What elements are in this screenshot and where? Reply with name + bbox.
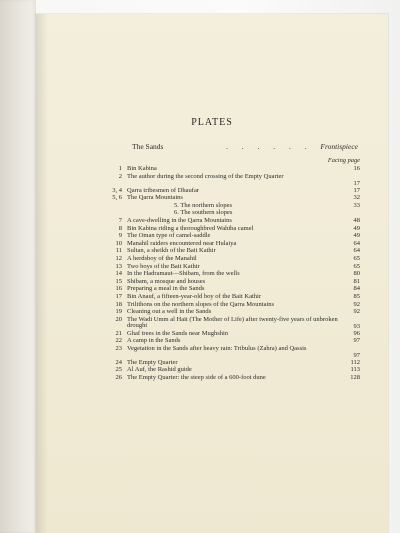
plate-title: The Empty Quarter: the steep side of a 600-foot dune (127, 374, 266, 382)
plate-page: 96 (353, 329, 360, 337)
plate-title: Bin Kabina riding a thoroughbred Wahiba camel (127, 224, 254, 232)
plate-number: 8 (118, 224, 122, 232)
plate-number: 13 (115, 262, 122, 270)
plate-page: 49 (353, 224, 360, 232)
book-spine (0, 0, 36, 533)
plate-number: 12 (115, 254, 122, 262)
plate-row (110, 346, 360, 360)
plate-number: 18 (115, 300, 122, 308)
plate-number: 3, 4 (112, 186, 122, 194)
plate-page: 81 (353, 277, 360, 285)
plate-page: 97 (353, 351, 360, 359)
plate-title: A cave-dwelling in the Qarra Mountains (127, 216, 232, 224)
plate-page: 113 (350, 366, 360, 374)
plate-number: 10 (115, 239, 122, 247)
plate-number: 26 (115, 374, 122, 382)
plate-page: 92 (353, 300, 360, 308)
plate-number: 20 (115, 315, 122, 323)
plates-list (110, 166, 360, 383)
frontispiece-label: Frontispiece (320, 142, 358, 151)
plate-title: Al Auf, the Rashid guide (127, 366, 192, 374)
plate-row (110, 375, 360, 383)
plate-title: Vegetation in the Sands after heavy rain: Tribulus (Zahra) and Qassis (127, 344, 307, 352)
frontispiece-leader: . . . . . . . (226, 142, 329, 151)
plate-number: 9 (118, 232, 122, 240)
plate-page: 65 (353, 262, 360, 270)
plate-title: A camp in the Sands (127, 337, 181, 345)
plate-page: 85 (353, 292, 360, 300)
plate-page: 17 (353, 186, 360, 194)
plate-number: 25 (115, 366, 122, 374)
plate-number: 7 (118, 216, 122, 224)
plate-row (110, 174, 360, 188)
plate-title: Cleaning out a well in the Sands (127, 308, 212, 316)
plate-row (110, 203, 360, 211)
plate-page: 48 (353, 216, 360, 224)
plate-number: 19 (115, 308, 122, 316)
plate-page: 17 (353, 179, 360, 187)
plate-title: Sultan, a sheikh of the Bait Kathir (127, 247, 216, 255)
plate-title: Qarra tribesmen of Dhaufar (127, 186, 200, 194)
plate-page: 65 (353, 254, 360, 262)
plate-number: 21 (115, 329, 122, 337)
plate-title: Bin Kabina (127, 165, 157, 172)
plate-title: 5. The northern slopes (174, 201, 233, 209)
plate-page: 49 (353, 232, 360, 240)
plate-title: Two boys of the Bait Kathir (127, 262, 200, 270)
plate-number: 14 (115, 270, 122, 278)
facing-page-label: Facing page (327, 157, 360, 164)
plates-heading: PLATES (191, 117, 233, 128)
plate-page: 128 (350, 374, 360, 382)
plate-title: The Oman type of camel-saddle (127, 232, 211, 240)
frontispiece-title: The Sands (132, 142, 164, 151)
plate-title: The author during the second crossing of the Empty Quarter (127, 172, 284, 180)
plate-title: In the Hadramaut—Shibam, from the wells (127, 270, 240, 278)
plate-number: 15 (115, 277, 122, 285)
plate-number: 11 (115, 247, 122, 255)
plate-page: 84 (353, 285, 360, 293)
plate-page: 97 (353, 337, 360, 345)
plate-page: 32 (353, 194, 360, 202)
plate-title: The Qarra Mountains (127, 194, 183, 202)
plate-page: 64 (353, 247, 360, 255)
plate-title: Preparing a meal in the Sands (127, 285, 205, 293)
plate-title: 6. The southern slopes (174, 209, 233, 217)
plate-title: Trilithons on the northern slopes of the Qarra Mountains (127, 300, 275, 308)
plate-row (110, 195, 360, 203)
plate-title: Manahil raiders encountered near Hulaiya (127, 239, 237, 247)
plate-number: 16 (115, 285, 122, 293)
plate-title: A herdsboy of the Manahil (127, 254, 197, 262)
plate-title: Bin Anauf, a fifteen-year-old boy of the Bait Kathir (127, 292, 261, 300)
page-gutter-shadow (36, 14, 48, 533)
plate-title: The Wadi Umm al Hait (The Mother of Life) after twenty-five years of unbroken drought (127, 315, 338, 330)
plate-number: 2 (118, 172, 122, 180)
plate-number: 1 (118, 165, 122, 172)
plate-number: 24 (115, 358, 122, 366)
plate-number: 23 (115, 344, 122, 352)
plate-title: The Empty Quarter (127, 358, 178, 366)
plate-row (110, 317, 360, 331)
plate-title: Ghaf trees in the Sands near Mughshin (127, 329, 229, 337)
plate-page: 80 (353, 270, 360, 278)
plate-page: 16 (353, 165, 360, 172)
plate-page: 93 (353, 322, 360, 330)
plate-page: 64 (353, 239, 360, 247)
plate-title: Shibam, a mosque and houses (127, 277, 206, 285)
book-page (36, 14, 388, 533)
plate-number: 22 (115, 337, 122, 345)
plate-number: 5, 6 (112, 194, 122, 202)
plate-number: 17 (115, 292, 122, 300)
plate-page: 92 (353, 308, 360, 316)
plate-page: 33 (353, 201, 360, 209)
plate-page: 112 (350, 358, 360, 366)
